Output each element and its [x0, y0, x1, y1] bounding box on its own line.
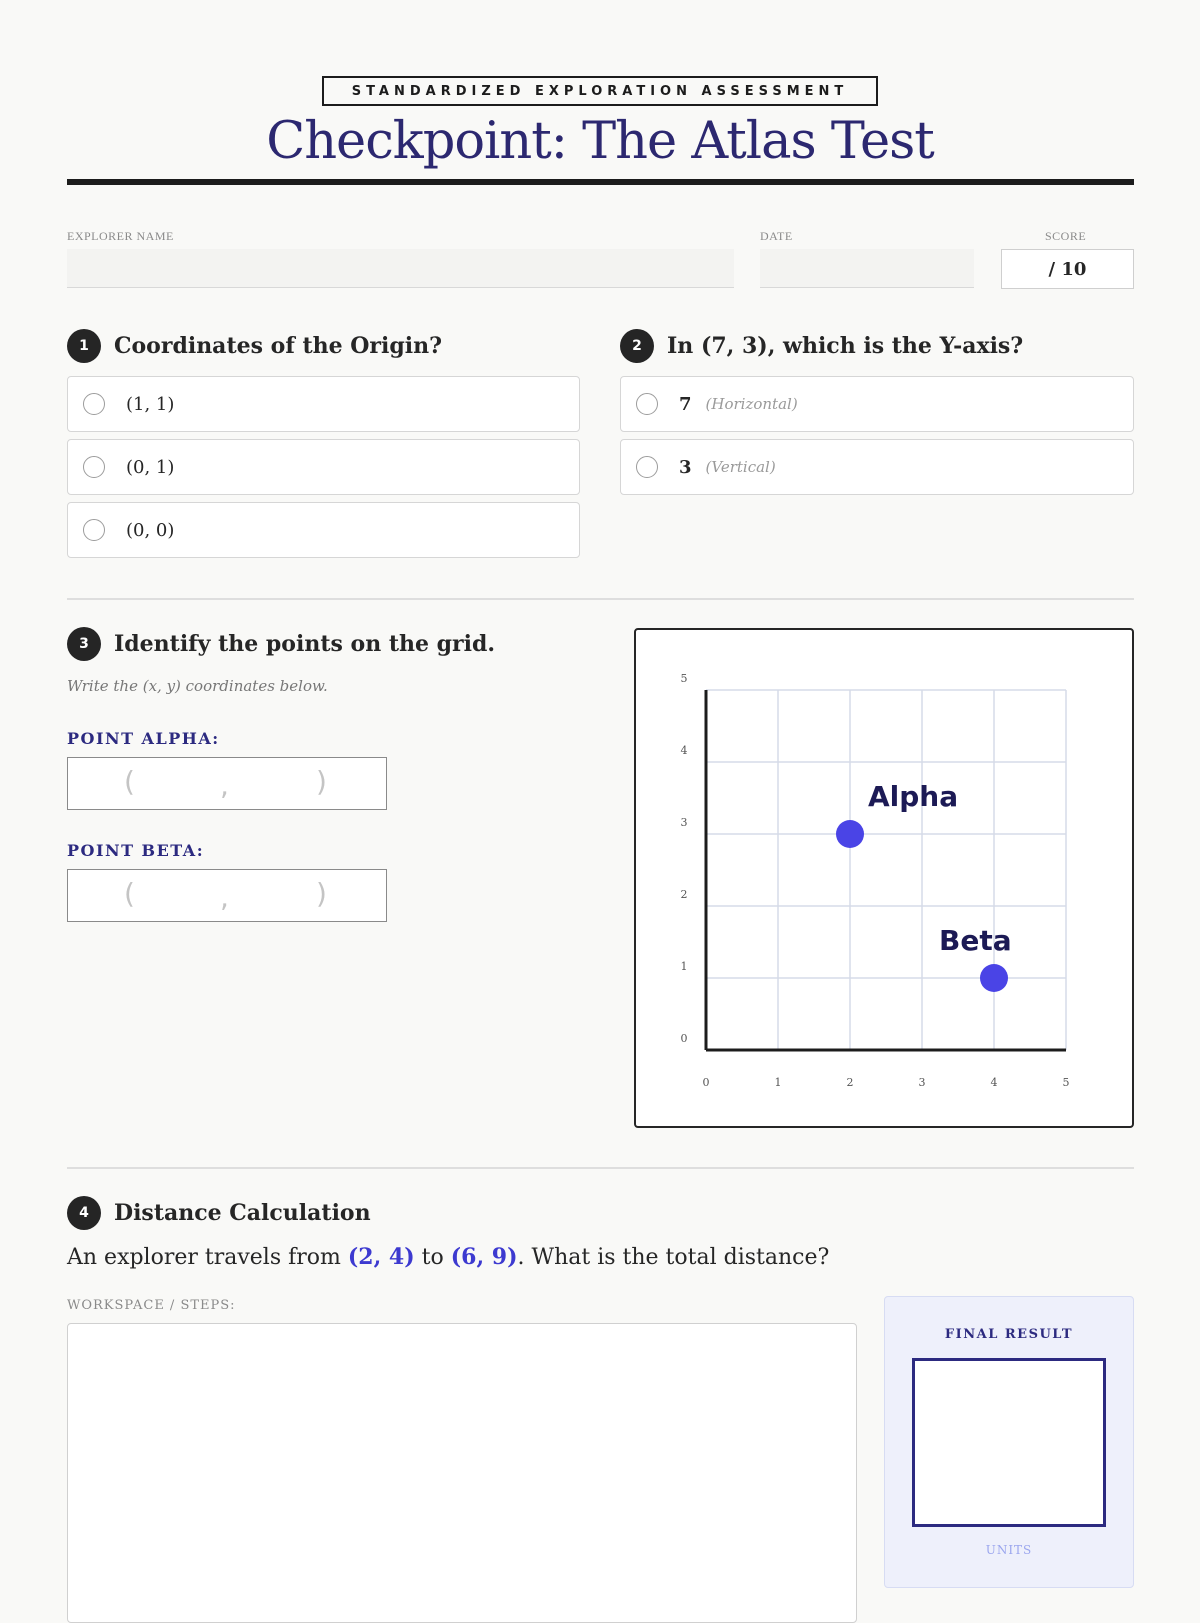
- header-rule: [67, 179, 1134, 185]
- start-coordinate: (2, 4): [347, 1244, 415, 1270]
- question-2-title: In (7, 3), which is the Y-axis?: [667, 333, 1024, 359]
- point-beta-label: POINT BETA:: [67, 841, 205, 860]
- radio-icon[interactable]: [83, 393, 105, 415]
- q2-option-2-value: 3: [679, 456, 692, 478]
- page-title: Checkpoint: The Atlas Test: [266, 112, 934, 171]
- q1-option-3-label: (0, 0): [126, 519, 175, 541]
- date-field[interactable]: [760, 249, 974, 288]
- question-1-title: Coordinates of the Origin?: [114, 333, 442, 359]
- x-tick-label: 4: [990, 1076, 998, 1089]
- x-tick-label: 5: [1062, 1076, 1070, 1089]
- question-4-title: Distance Calculation: [114, 1200, 371, 1226]
- explorer-name-field[interactable]: [67, 249, 734, 288]
- x-tick-label: 3: [918, 1076, 926, 1089]
- end-coordinate: (6, 9): [450, 1244, 518, 1270]
- radio-icon[interactable]: [83, 456, 105, 478]
- q2-option-2-hint: (Vertical): [705, 458, 776, 476]
- data-label-beta: Beta: [939, 924, 1012, 957]
- section-divider: [67, 598, 1134, 600]
- prompt-text-before: An explorer travels from: [67, 1245, 348, 1270]
- data-point-alpha: [836, 820, 864, 848]
- y-tick-label: 4: [680, 744, 688, 757]
- q1-option-1[interactable]: [67, 376, 580, 432]
- paren-open: (: [124, 765, 135, 798]
- question-1-number: 1: [67, 329, 101, 363]
- coordinate-grid-panel: [634, 628, 1134, 1128]
- radio-icon[interactable]: [636, 456, 658, 478]
- x-tick-label: 0: [702, 1076, 710, 1089]
- data-point-beta: [980, 964, 1008, 992]
- data-label-alpha: Alpha: [868, 780, 959, 813]
- point-alpha-input[interactable]: [67, 757, 387, 810]
- q1-option-3[interactable]: [67, 502, 580, 558]
- question-2-number: 2: [620, 329, 654, 363]
- x-tick-label: 1: [774, 1076, 782, 1089]
- y-tick-label: 3: [680, 816, 688, 829]
- y-tick-label: 5: [680, 672, 688, 685]
- paren-close: ): [316, 877, 327, 910]
- q1-option-2[interactable]: [67, 439, 580, 495]
- comma-separator: ,: [220, 881, 229, 914]
- point-alpha-label: POINT ALPHA:: [67, 729, 220, 748]
- q2-option-1-hint: (Horizontal): [705, 395, 798, 413]
- coordinate-grid: [636, 630, 1132, 1126]
- final-result-input[interactable]: [912, 1358, 1106, 1527]
- point-beta-input[interactable]: [67, 869, 387, 922]
- q2-option-2[interactable]: [620, 439, 1134, 495]
- y-tick-label: 1: [680, 960, 688, 973]
- q1-option-1-label: (1, 1): [126, 393, 175, 415]
- q1-option-2-label: (0, 1): [126, 456, 175, 478]
- radio-icon[interactable]: [636, 393, 658, 415]
- date-label: DATE: [760, 229, 793, 243]
- x-tick-label: 2: [846, 1076, 854, 1089]
- question-3-title: Identify the points on the grid.: [114, 631, 496, 657]
- q2-option-1[interactable]: [620, 376, 1134, 432]
- y-tick-label: 0: [680, 1032, 688, 1045]
- units-label: UNITS: [985, 1543, 1033, 1557]
- score-box: / 10: [1001, 249, 1134, 289]
- question-4-number: 4: [67, 1196, 101, 1230]
- workspace-textarea[interactable]: [67, 1323, 857, 1623]
- prompt-text-after: . What is the total distance?: [517, 1245, 830, 1270]
- question-3-number: 3: [67, 627, 101, 661]
- score-label: SCORE: [1045, 229, 1087, 243]
- q2-option-1-value: 7: [679, 393, 692, 415]
- workspace-label: WORKSPACE / STEPS:: [67, 1298, 236, 1313]
- explorer-name-label: EXPLORER NAME: [67, 229, 174, 243]
- assessment-eyebrow: STANDARDIZED EXPLORATION ASSESSMENT: [322, 76, 878, 106]
- y-tick-label: 2: [680, 888, 688, 901]
- question-4-prompt: [67, 1244, 829, 1270]
- question-3-instructions: Write the (x, y) coordinates below.: [67, 677, 328, 695]
- final-result-label: FINAL RESULT: [944, 1327, 1074, 1342]
- comma-separator: ,: [220, 769, 229, 802]
- prompt-text-mid: to: [414, 1245, 451, 1270]
- paren-open: (: [124, 877, 135, 910]
- section-divider: [67, 1167, 1134, 1169]
- paren-close: ): [316, 765, 327, 798]
- radio-icon[interactable]: [83, 519, 105, 541]
